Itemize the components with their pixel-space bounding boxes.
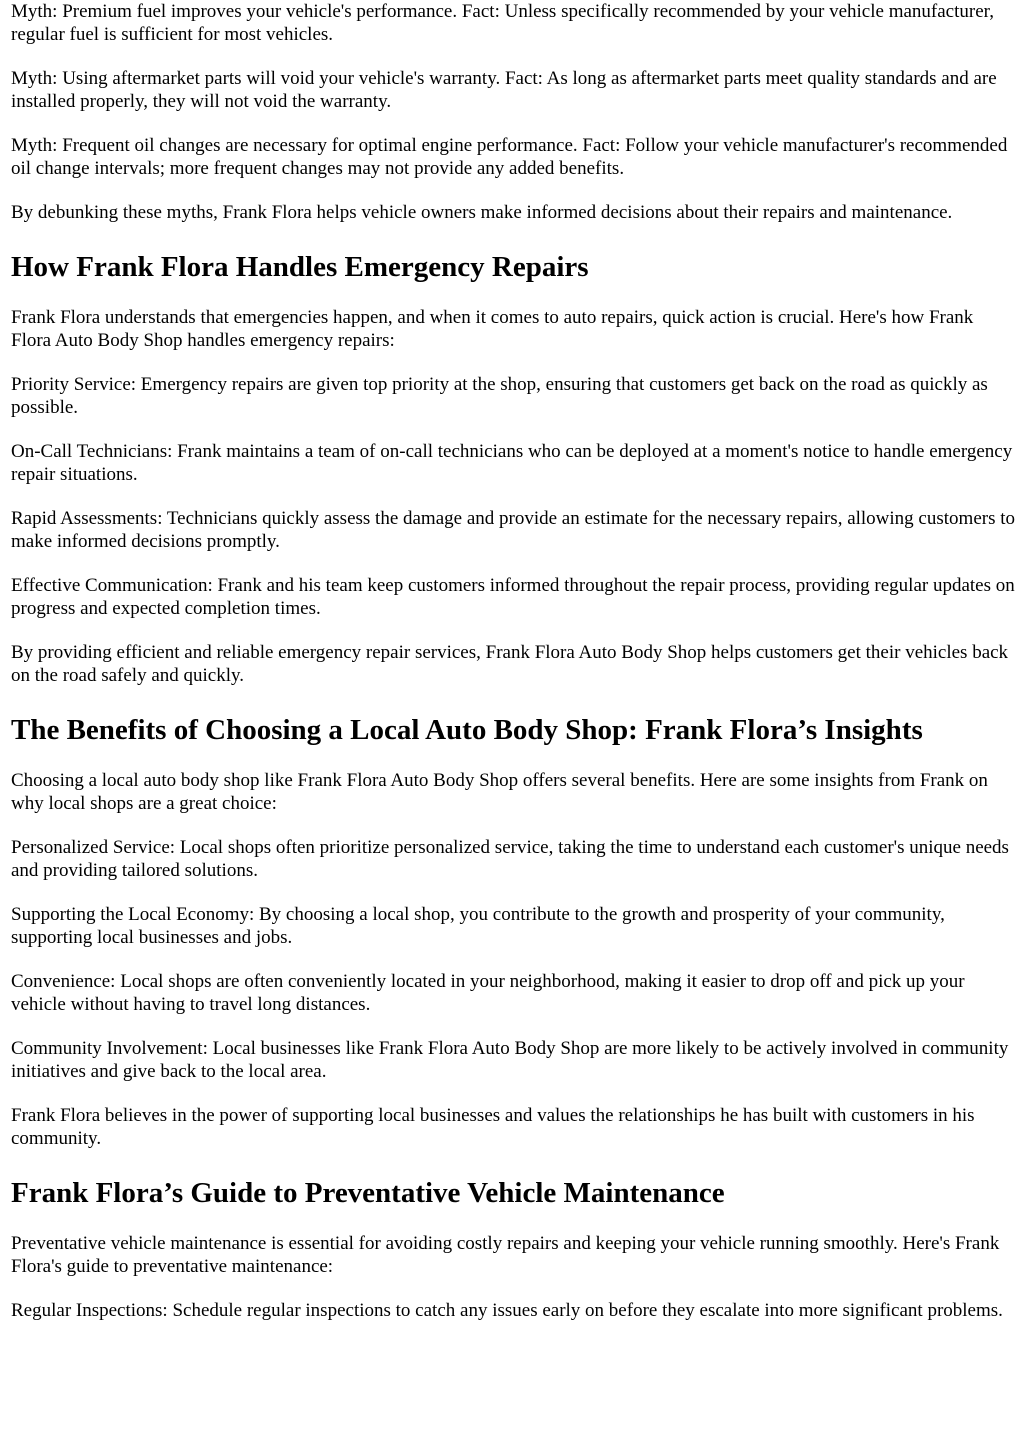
section-local-shop-benefits [11, 713, 1016, 1150]
paragraph: Preventative vehicle maintenance is essential for avoiding costly repairs and keeping your vehicle running smoothly. Here's Frank Flora's guide to preventative maintenance: [11, 1233, 1000, 1277]
intro-block [11, 0, 1016, 224]
paragraph: Supporting the Local Economy: By choosing a local shop, you contribute to the growth and prosperity of your community, supporting local businesses and jobs. [11, 904, 945, 948]
paragraph: Regular Inspections: Schedule regular inspections to catch any issues early on before they escalate into more significant problems. [11, 1300, 1003, 1321]
paragraph: By providing efficient and reliable emergency repair services, Frank Flora Auto Body Shop helps customers get their vehicles back on the road safely and quickly. [11, 642, 1009, 686]
paragraph: Rapid Assessments: Technicians quickly assess the damage and provide an estimate for the necessary repairs, allowing customers to make informed decisions promptly. [11, 508, 1016, 552]
myth-premium-fuel-paragraph: Myth: Premium fuel improves your vehicle's performance. Fact: Unless specifically recommended by your vehicle manufacturer, regular fuel is sufficient for most vehicles. [11, 1, 994, 45]
section-heading: Frank Flora’s Guide to Preventative Vehicle Maintenance [11, 1177, 725, 1209]
paragraph: Priority Service: Emergency repairs are given top priority at the shop, ensuring that customers get back on the road as quickly as possible. [11, 374, 988, 418]
paragraph: Frank Flora believes in the power of supporting local businesses and values the relationships he has built with customers in his community. [11, 1105, 975, 1149]
paragraph: Convenience: Local shops are often conveniently located in your neighborhood, making it easier to drop off and pick up your vehicle without having to travel long distances. [11, 971, 965, 1015]
paragraph: On-Call Technicians: Frank maintains a team of on-call technicians who can be deployed at a moment's notice to handle emergency repair situations. [11, 441, 1013, 485]
paragraph: Effective Communication: Frank and his team keep customers informed throughout the repair process, providing regular updates on progress and expected completion times. [11, 575, 1015, 619]
paragraph: Choosing a local auto body shop like Frank Flora Auto Body Shop offers several benefits. Here are some insights from Frank on why local shops are a great choice: [11, 770, 988, 814]
paragraph: Personalized Service: Local shops often prioritize personalized service, taking the time to understand each customer's unique needs and providing tailored solutions. [11, 837, 1009, 881]
paragraph: Frank Flora understands that emergencies happen, and when it comes to auto repairs, quick action is crucial. Here's how Frank Flora Auto Body Shop handles emergency repairs: [11, 307, 974, 351]
paragraph: Community Involvement: Local businesses like Frank Flora Auto Body Shop are more likely to be actively involved in community initiatives and give back to the local area. [11, 1038, 1009, 1082]
section-preventative-maintenance [11, 1176, 1016, 1322]
section-emergency-repairs [11, 250, 1016, 687]
section-heading: How Frank Flora Handles Emergency Repairs [11, 251, 589, 283]
myth-aftermarket-parts-paragraph: Myth: Using aftermarket parts will void your vehicle's warranty. Fact: As long as aftermarket parts meet quality standards and are installed properly, they will not void the warranty. [11, 68, 997, 112]
section-heading: The Benefits of Choosing a Local Auto Body Shop: Frank Flora’s Insights [11, 714, 923, 746]
myth-oil-changes-paragraph: Myth: Frequent oil changes are necessary for optimal engine performance. Fact: Follow your vehicle manufacturer's recommended oil change intervals; more frequent changes may not provide any added benefits. [11, 135, 1008, 179]
myths-conclusion-paragraph: By debunking these myths, Frank Flora helps vehicle owners make informed decisions about their repairs and maintenance. [11, 202, 953, 223]
